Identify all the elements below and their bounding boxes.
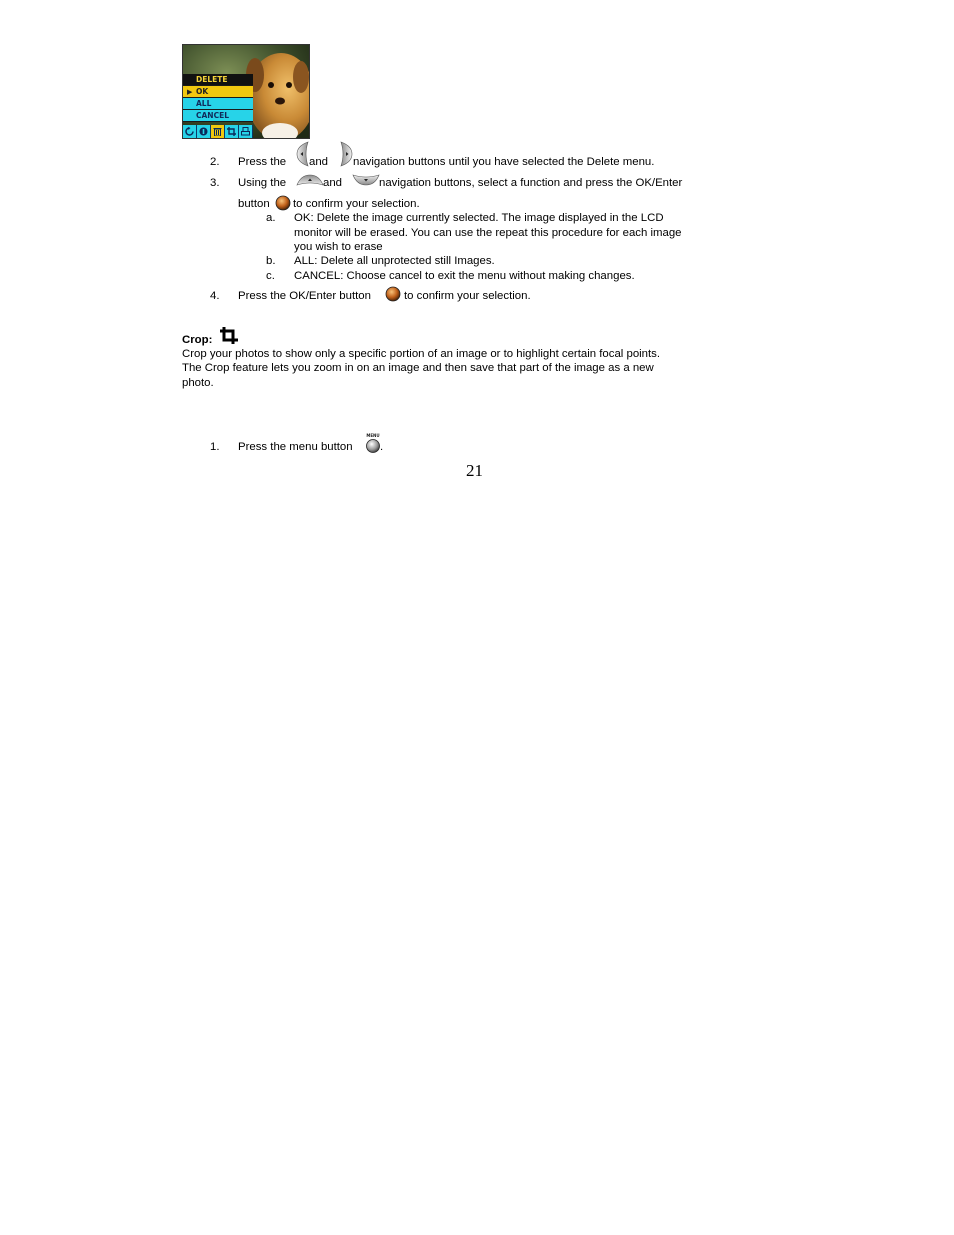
lcd-menu-item-cancel: CANCEL (183, 110, 253, 122)
rotate-icon (183, 125, 197, 138)
step-number: 4. (210, 290, 220, 302)
step-4-text-b: to confirm your selection. (404, 290, 531, 302)
step-2-text-b: and (309, 156, 329, 168)
down-navigation-button-icon (352, 173, 380, 187)
lcd-menu-item-ok: ▶ OK (183, 86, 253, 98)
step-3-text-a: Using the (238, 177, 287, 189)
lcd-delete-menu-screenshot (182, 44, 310, 139)
step-number: 2. (210, 156, 220, 168)
ok-enter-button-icon (385, 286, 401, 302)
crop-step-1-text-b: . (380, 441, 384, 453)
selection-arrow-icon: ▶ (187, 88, 193, 96)
right-navigation-button-icon (339, 141, 354, 167)
sub-item-b-text: ALL: Delete all unprotected still Images. (294, 255, 495, 267)
crop-heading: Crop: (182, 334, 213, 346)
step-3-text-e: to confirm your selection. (293, 198, 420, 210)
step-3-text-b: and (323, 177, 343, 189)
sub-item-a-line-3: you wish to erase (294, 241, 383, 253)
crop-paragraph-line-3: photo. (182, 377, 214, 389)
ok-enter-button-icon (275, 195, 291, 211)
crop-paragraph-line-1: Crop your photos to show only a specific portion of an image or to highlight certain focal points. (182, 348, 661, 360)
sub-item-label: c. (266, 270, 275, 282)
protect-icon (197, 125, 211, 138)
step-number: 3. (210, 177, 220, 189)
sub-item-a-line-2: monitor will be erased. You can use the repeat this procedure for each image (294, 227, 682, 239)
step-2-text-a: Press the (238, 156, 287, 168)
sub-item-label: b. (266, 255, 276, 267)
up-navigation-button-icon (296, 173, 324, 187)
crop-icon (219, 326, 239, 345)
print-icon (239, 125, 253, 138)
crop-paragraph-line-2: The Crop feature lets you zoom in on an image and then save that part of the image as a new (182, 362, 654, 374)
step-2-text-c: navigation buttons until you have selected the Delete menu. (353, 156, 655, 168)
menu-button-label: MENU (366, 433, 380, 438)
lcd-menu-item-all: ALL (183, 98, 253, 110)
page-number: 21 (466, 461, 483, 480)
crop-icon (225, 125, 239, 138)
sub-item-a-line-1: OK: Delete the image currently selected. The image displayed in the LCD (294, 212, 664, 224)
step-3-text-d: button (238, 198, 270, 210)
sub-item-label: a. (266, 212, 276, 224)
step-3-text-c: navigation buttons, select a function and press the OK/Enter (379, 177, 683, 189)
step-number: 1. (210, 441, 220, 453)
crop-step-1-text-a: Press the menu button (238, 441, 353, 453)
delete-icon (211, 125, 225, 138)
lcd-menu-title: DELETE (183, 74, 253, 86)
sub-item-c-text: CANCEL: Choose cancel to exit the menu without making changes. (294, 270, 635, 282)
left-navigation-button-icon (295, 141, 310, 167)
lcd-menu (183, 74, 253, 122)
lcd-icon-bar (183, 125, 253, 138)
step-4-text-a: Press the OK/Enter button (238, 290, 371, 302)
